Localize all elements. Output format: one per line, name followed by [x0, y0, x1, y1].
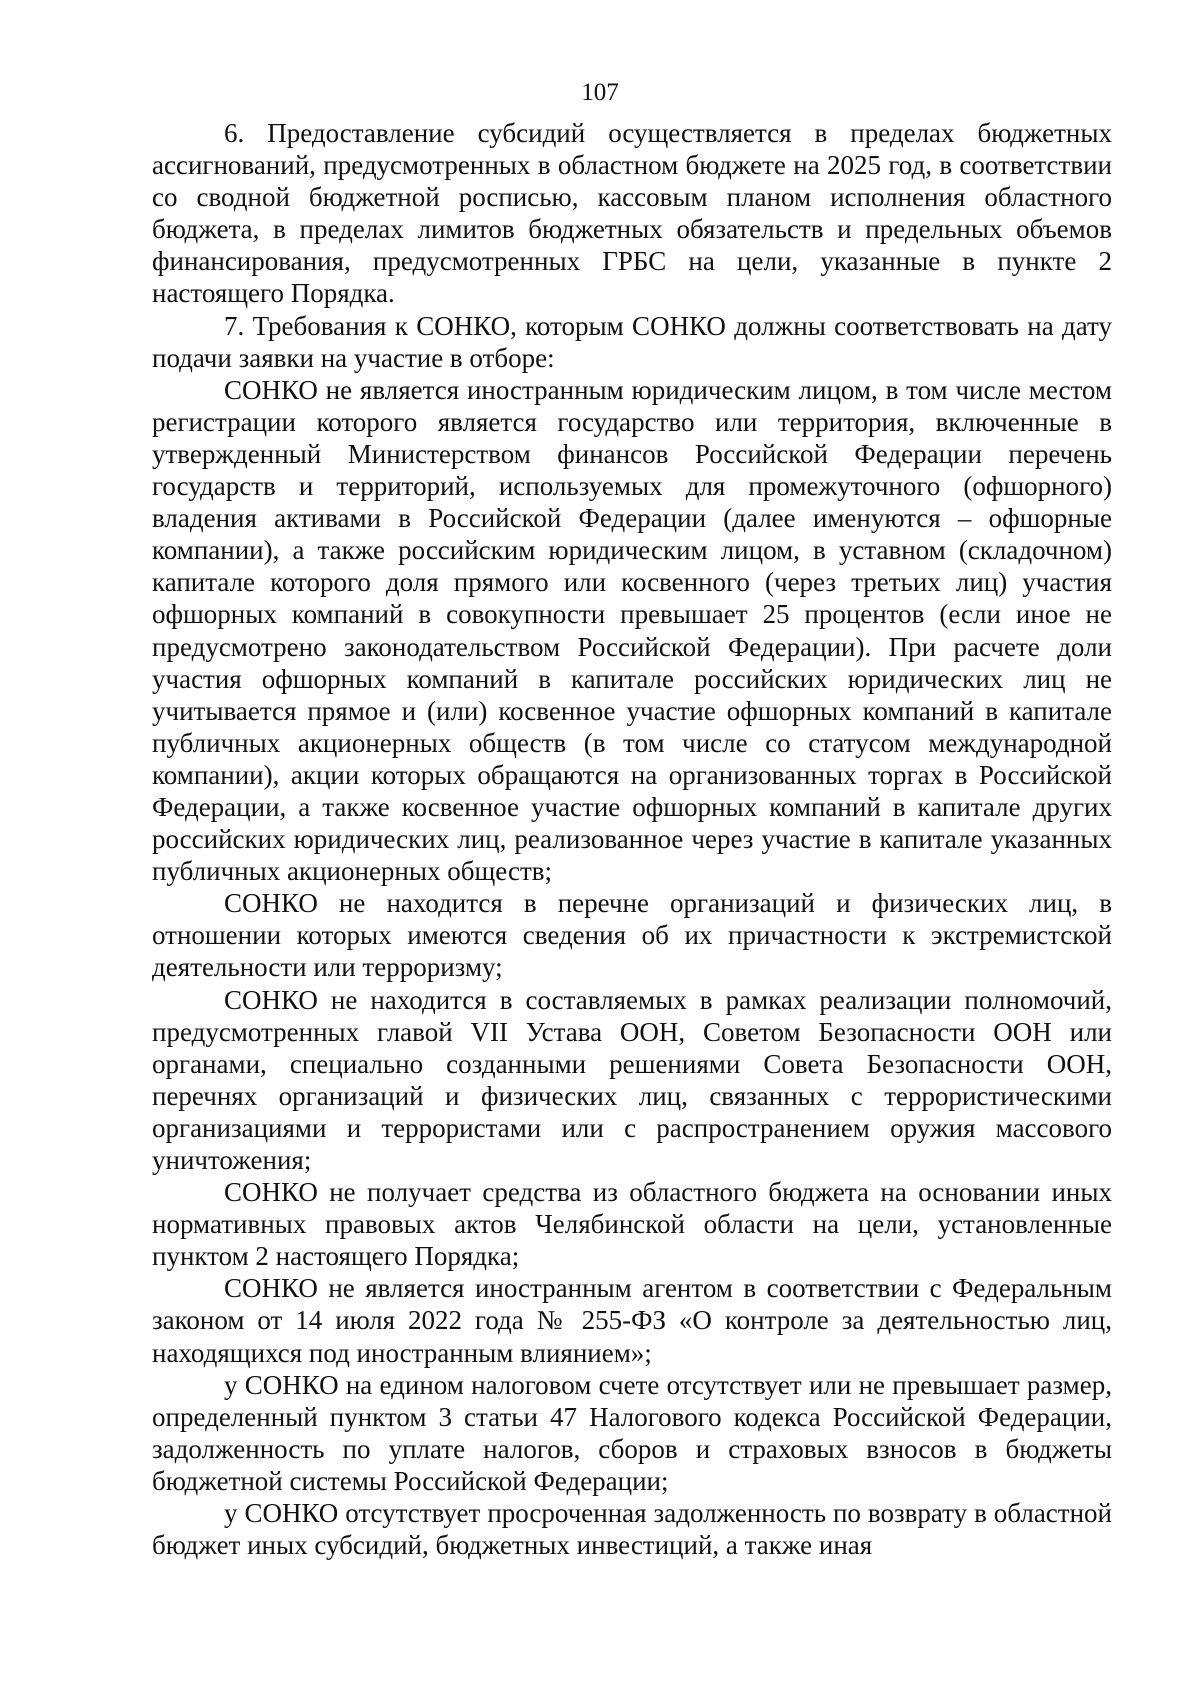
requirement-foreign-agent: СОНКО не является иностранным агентом в соответствии с Федеральным законом от 14 июля 2022 года № 255-ФЗ «О контроле за деятельностью лиц, находящихся под иностранным влиянием»;: [152, 1273, 1112, 1368]
requirement-subsidy-debt: у СОНКО отсутствует просроченная задолженность по возврату в областной бюджет иных субсидий, бюджетных инвестиций, а также иная: [152, 1498, 1112, 1561]
requirement-offshore: СОНКО не является иностранным юридическим лицом, в том числе местом регистрации которого является государство или территория, включенные в утвержденный Министерством финансов Российской Федерации перечень государств и территорий, используемых для промежуточного (офшорного) владения активами в Российской Федерации (далее именуются – офшорные компании), а также российским юридическим лицом, в уставном (складочном) капитале которого доля прямого или косвенного (через третьих лиц) участия офшорных компаний в совокупности превышает 25 процентов (если иное не предусмотрено законодательством Российской Федерации). При расчете доли участия офшорных компаний в капитале российских юридических лиц не учитывается прямое и (или) косвенное участие офшорных компаний в капитале публичных акционерных обществ (в том числе со статусом международной компании), акции которых обращаются на организованных торгах в Российской Федерации, а также косвенное участие офшорных компаний в капитале других российских юридических лиц, реализованное через участие в капитале указанных публичных акционерных обществ;: [152, 374, 1112, 887]
paragraph-item-7: 7. Требования к СОНКО, которым СОНКО должны соответствовать на дату подачи заявки на участие в отборе:: [152, 310, 1112, 373]
paragraph-item-6: 6. Предоставление субсидий осуществляется в пределах бюджетных ассигнований, предусмотренных в областном бюджете на 2025 год, в соответствии со сводной бюджетной росписью, кассовым планом исполнения областного бюджета, в пределах лимитов бюджетных обязательств и предельных объемов финансирования, предусмотренных ГРБС на цели, указанные в пункте 2 настоящего Порядка.: [152, 118, 1112, 309]
page-number: 107: [581, 79, 619, 106]
requirement-un-lists: СОНКО не находится в составляемых в рамках реализации полномочий, предусмотренных главой VII Устава ООН, Советом Безопасности ООН или органами, специально созданными решениями Совета Безопасности ООН, перечнях организаций и физических лиц, связанных с террористическими организациями и террористами или с распространением оружия массового уничтожения;: [152, 984, 1112, 1175]
requirement-extremism-list: СОНКО не находится в перечне организаций и физических лиц, в отношении которых имеются сведения об их причастности к экстремистской деятельности или терроризму;: [152, 888, 1112, 983]
requirement-tax-debt: у СОНКО на едином налоговом счете отсутствует или не превышает размер, определенный пунктом 3 статьи 47 Налогового кодекса Российской Федерации, задолженность по уплате налогов, сборов и страховых взносов в бюджеты бюджетной системы Российской Федерации;: [152, 1369, 1112, 1496]
requirement-no-other-funds: СОНКО не получает средства из областного бюджета на основании иных нормативных правовых актов Челябинской области на цели, установленные пунктом 2 настоящего Порядка;: [152, 1177, 1112, 1272]
document-body: [152, 117, 1112, 1561]
